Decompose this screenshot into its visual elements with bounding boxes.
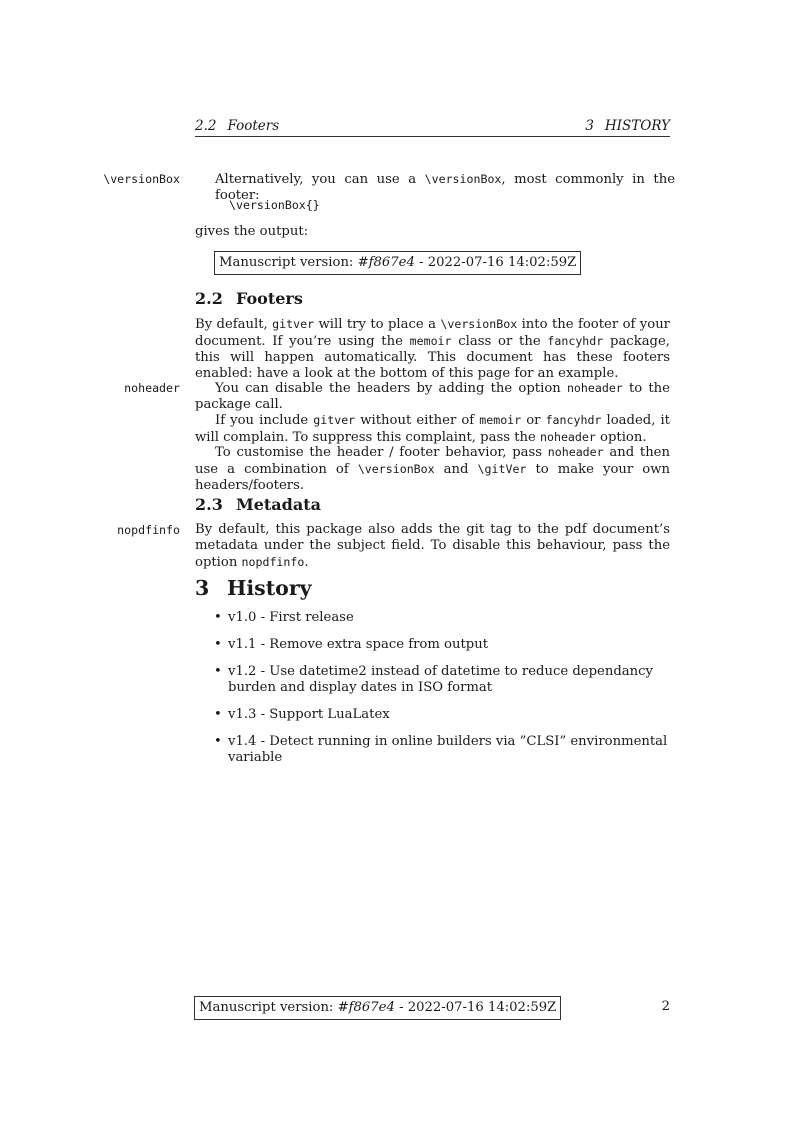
text: loaded, it will complain. To suppress this complaint, pass the — [195, 413, 670, 445]
list-item — [195, 664, 670, 696]
running-header-section-num: 2.2 — [195, 118, 217, 134]
margin-label-noheader: noheader — [124, 381, 180, 395]
running-header-chapter-title: HISTORY — [604, 118, 670, 134]
section-title: Footers — [236, 289, 303, 308]
footers-paragraph-3 — [195, 412, 670, 446]
code: nopdfinfo — [241, 555, 305, 569]
text: class or the — [451, 334, 548, 349]
code: gitver — [272, 317, 315, 331]
versionbox-intro-text-end: , most commonly in the footer: — [215, 172, 675, 203]
text: To customise the header / footer behavior, pass — [215, 445, 548, 460]
footer-version-box — [194, 996, 561, 1020]
section-title: Metadata — [236, 495, 321, 514]
versionbox-code-line: \versionBox{} — [229, 198, 320, 212]
section-title: History — [227, 576, 312, 600]
text: option. — [595, 430, 647, 445]
history-list — [195, 610, 670, 777]
text: and then use a combination of — [195, 445, 670, 477]
list-item — [195, 734, 670, 766]
text: or — [521, 413, 546, 428]
versionbox-intro-code: \versionBox — [424, 172, 502, 186]
bullet-icon: • — [214, 664, 222, 679]
code: memoir — [409, 334, 452, 348]
code: noheader — [566, 381, 623, 395]
metadata-paragraph — [195, 522, 670, 571]
list-item-text: v1.0 - First release — [228, 610, 354, 625]
version-output-prefix: Manuscript version: — [219, 255, 358, 270]
running-header-section — [195, 118, 279, 134]
margin-label-nopdfinfo: nopdfinfo — [117, 523, 180, 537]
code: fancyhdr — [547, 334, 604, 348]
footer-version-suffix: - 2022-07-16 14:02:59Z — [394, 1000, 557, 1015]
text: By default, — [195, 317, 273, 332]
section-number: 3 — [195, 576, 210, 600]
code: fancyhdr — [545, 413, 602, 427]
version-output-box — [214, 251, 581, 275]
list-item-text: v1.2 - Use datetime2 instead of datetime to reduce dependancy burden and display dates in ISO format — [228, 664, 653, 695]
running-header-section-title: Footers — [227, 118, 280, 134]
footer-version-hash: #f867e4 — [337, 1000, 395, 1015]
text: By default, this package also adds the git tag to the pdf document’s metadata under the subject field. To disable this behaviour, pass the option — [195, 522, 670, 570]
footers-paragraph-1 — [195, 316, 670, 382]
section-heading-footers — [195, 289, 303, 308]
version-output-hash: #f867e4 — [357, 255, 415, 270]
running-header-chapter — [585, 118, 670, 134]
section-heading-history — [195, 576, 312, 600]
text: into the footer of your document. If you’re using the — [195, 317, 670, 349]
version-output-suffix: - 2022-07-16 14:02:59Z — [414, 255, 577, 270]
text: If you include — [215, 413, 314, 428]
code: memoir — [479, 413, 522, 427]
text: . — [304, 555, 309, 570]
code: noheader — [540, 430, 596, 444]
running-header-chapter-num: 3 — [585, 118, 594, 134]
code: \versionBox — [357, 462, 435, 476]
text: and — [434, 462, 478, 477]
bullet-icon: • — [214, 707, 222, 722]
code: \gitVer — [477, 462, 527, 476]
list-item — [195, 707, 670, 723]
text: to make your own headers/footers. — [195, 462, 671, 493]
footers-paragraph-4 — [195, 444, 670, 494]
section-number: 2.3 — [195, 495, 223, 514]
list-item-text: v1.4 - Detect running in online builders via ”CLSI” environmental variable — [228, 734, 668, 765]
section-heading-metadata — [195, 495, 321, 514]
code: noheader — [547, 445, 604, 459]
list-item — [195, 637, 670, 653]
page-number: 2 — [661, 999, 670, 1014]
footer-version-prefix: Manuscript version: — [199, 1000, 338, 1015]
margin-label-versionbox: \versionBox — [103, 172, 180, 186]
text: to the package call. — [195, 381, 670, 412]
list-item — [195, 610, 670, 626]
code: gitver — [313, 413, 356, 427]
section-number: 2.2 — [195, 289, 223, 308]
bullet-icon: • — [214, 610, 222, 625]
code: \versionBox — [440, 317, 518, 331]
versionbox-intro-text: Alternatively, you can use a — [215, 172, 425, 187]
versionbox-output-intro: gives the output: — [195, 224, 309, 239]
bullet-icon: • — [214, 637, 222, 652]
text: package, this will happen automatically. This document has these footers enabled: have a look at the bottom of this page for an example. — [195, 334, 670, 381]
text: will try to place a — [314, 317, 441, 332]
text: You can disable the headers by adding the option — [215, 381, 567, 396]
running-header — [195, 118, 670, 137]
text: without either of — [355, 413, 480, 428]
footers-paragraph-2 — [195, 380, 670, 413]
list-item-text: v1.3 - Support LuaLatex — [228, 707, 390, 722]
bullet-icon: • — [214, 734, 222, 749]
list-item-text: v1.1 - Remove extra space from output — [228, 637, 489, 652]
